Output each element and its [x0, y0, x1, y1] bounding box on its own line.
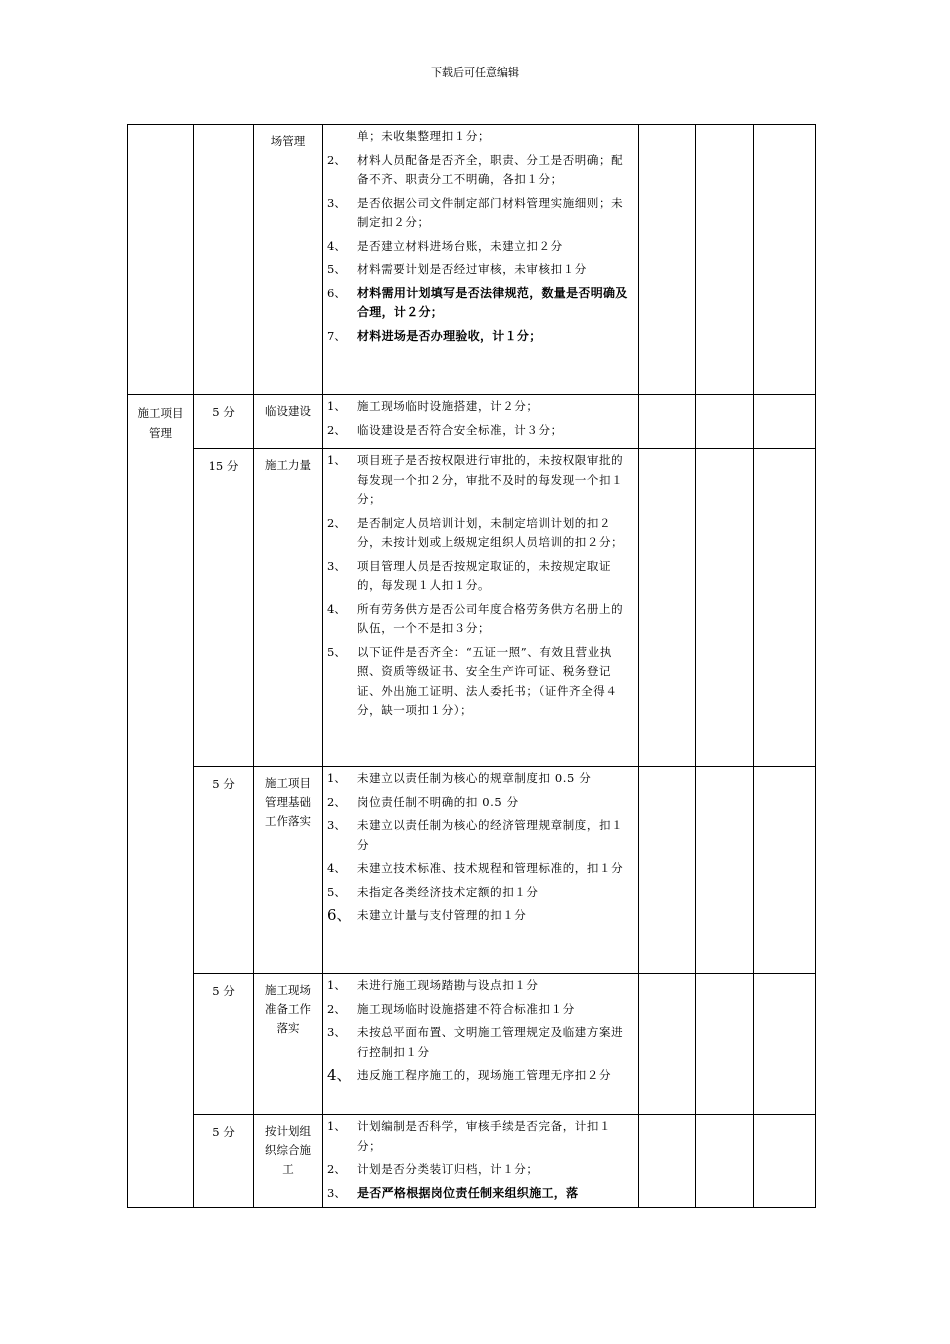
table-row: [128, 125, 816, 395]
evaluation-table: [127, 124, 816, 1208]
criteria-cell: [323, 395, 639, 449]
item-cell: 临设建设: [254, 395, 323, 449]
blank-cell: [639, 449, 696, 767]
score-cell: 5 分: [194, 1115, 254, 1208]
criterion-text: 是否建立材料进场台账，未建立扣２分: [357, 238, 563, 253]
criterion-number: 1、: [327, 453, 346, 467]
criterion-number: 6、: [327, 906, 352, 924]
criterion-text: 计划编制是否科学，审核手续是否完备，计扣１分；: [357, 1119, 612, 1153]
criterion-text: 是否严格根据岗位责任制来组织施工，落: [357, 1185, 579, 1200]
criterion-number: 2、: [327, 1162, 346, 1176]
score-cell: 15 分: [194, 449, 254, 767]
table-row: [128, 395, 816, 449]
score-cell: 5 分: [194, 974, 254, 1115]
blank-cell: [754, 395, 816, 449]
criterion-text: 施工现场临时设施搭建不符合标准扣１分: [357, 1001, 575, 1016]
criterion-number: 2、: [327, 422, 346, 437]
page-header: 下载后可任意编辑: [431, 66, 519, 79]
criterion-number: 1、: [327, 1119, 346, 1133]
item-cell: 施工力量: [254, 449, 323, 767]
criterion-number: 4、: [327, 861, 346, 875]
criteria-cell: [323, 974, 639, 1115]
criteria-continuation: 单；未收集整理扣１分；: [357, 129, 491, 143]
blank-cell: [639, 125, 696, 395]
criterion-text: 临设建设是否符合安全标准，计３分；: [357, 422, 563, 437]
blank-cell: [696, 395, 754, 449]
table-row: [128, 449, 816, 767]
criterion-number: 1、: [327, 978, 346, 992]
blank-cell: [696, 1115, 754, 1208]
blank-cell: [639, 1115, 696, 1208]
blank-cell: [696, 449, 754, 767]
table-row: [128, 974, 816, 1115]
category-cell: [128, 125, 194, 395]
item-cell: 场管理: [254, 125, 323, 395]
criteria-cell: [323, 767, 639, 974]
criterion-text: 未建立计量与支付管理的扣１分: [357, 908, 527, 922]
criterion-text: 项目管理人员是否按规定取证的，未按规定取证的，每发现１人扣１分。: [357, 558, 612, 592]
criterion-number: 1、: [327, 399, 346, 413]
criterion-text: 未按总平面布置、文明施工管理规定及临建方案进行控制扣１分: [357, 1025, 624, 1059]
criterion-text: 材料进场是否办理验收，计１分；: [357, 328, 542, 343]
criterion-text: 计划是否分类装订归档，计１分；: [357, 1162, 539, 1176]
criterion-number: 3、: [327, 1025, 346, 1039]
criterion-number: 2、: [327, 152, 346, 167]
criterion-text: 未建立技术标准、技术规程和管理标准的，扣１分: [357, 861, 624, 875]
table-row: [128, 1115, 816, 1208]
criteria-cell: [323, 1115, 639, 1208]
criterion-text: 是否依据公司文件制定部门材料管理实施细则；未制定扣２分；: [357, 195, 624, 229]
blank-cell: [639, 767, 696, 974]
criterion-text: 项目班子是否按权限进行审批的，未按权限审批的每发现一个扣２分，审批不及时的每发现一个扣１分；: [357, 453, 624, 506]
blank-cell: [639, 974, 696, 1115]
table-row: [128, 767, 816, 974]
criterion-text: 材料需用计划填写是否法律规范，数量是否明确及合理，计２分；: [357, 285, 628, 319]
blank-cell: [754, 767, 816, 974]
criterion-text: 是否制定人员培训计划，未制定培训计划的扣２分，未按计划或上级规定组织人员培训的扣２分；: [357, 515, 624, 549]
criterion-number: 4、: [327, 238, 346, 253]
item-cell: 按计划组织综合施工: [254, 1115, 323, 1208]
criterion-text: 材料人员配备是否齐全，职责、分工是否明确；配备不齐、职责分工不明确，各扣１分；: [357, 152, 624, 186]
blank-cell: [754, 974, 816, 1115]
criterion-number: 2、: [327, 515, 346, 530]
blank-cell: [639, 395, 696, 449]
criterion-number: 3、: [327, 1185, 346, 1200]
criterion-number: 3、: [327, 195, 346, 210]
criterion-text: 以下证件是否齐全：“五证一照”、有效且营业执照、资质等级证书、安全生产许可证、税务登记证、外出施工证明、法人委托书；（证件齐全得４分，缺一项扣１分）；: [357, 644, 618, 717]
category-cell: 施工项目管理: [128, 395, 194, 1208]
criterion-number: 6、: [327, 285, 346, 300]
blank-cell: [754, 449, 816, 767]
criterion-text: 施工现场临时设施搭建，计２分；: [357, 399, 539, 413]
criterion-number: 4、: [327, 1066, 352, 1084]
criterion-number: 7、: [327, 328, 346, 343]
criterion-number: 5、: [327, 644, 346, 659]
criterion-number: 4、: [327, 601, 346, 616]
criterion-number: 3、: [327, 818, 346, 832]
criterion-number: 5、: [327, 262, 346, 276]
criterion-number: 1、: [327, 771, 346, 785]
blank-cell: [696, 125, 754, 395]
blank-cell: [696, 974, 754, 1115]
criterion-text: 未指定各类经济技术定额的扣１分: [357, 884, 539, 899]
criterion-text: 材料需要计划是否经过审核，未审核扣１分: [357, 262, 587, 276]
criterion-text: 违反施工程序施工的，现场施工管理无序扣２分: [357, 1068, 612, 1082]
blank-cell: [754, 1115, 816, 1208]
criterion-text: 未进行施工现场踏勘与设点扣１分: [357, 978, 539, 992]
item-cell: 施工现场准备工作落实: [254, 974, 323, 1115]
criterion-text: 岗位责任制不明确的扣 0.5 分: [357, 794, 519, 809]
item-cell: 施工项目管理基础工作落实: [254, 767, 323, 974]
blank-cell: [696, 767, 754, 974]
criterion-text: 未建立以责任制为核心的规章制度扣 0.5 分: [357, 771, 592, 785]
score-cell: [194, 125, 254, 395]
criterion-number: 3、: [327, 558, 346, 573]
criterion-number: 5、: [327, 884, 346, 899]
criterion-number: 2、: [327, 1001, 346, 1016]
criterion-text: 未建立以责任制为核心的经济管理规章制度，扣１分: [357, 818, 624, 852]
score-cell: 5 分: [194, 395, 254, 449]
criteria-cell: [323, 125, 639, 395]
blank-cell: [754, 125, 816, 395]
criteria-cell: [323, 449, 639, 767]
criterion-text: 所有劳务供方是否公司年度合格劳务供方名册上的队伍，一个不是扣３分；: [357, 601, 624, 635]
score-cell: 5 分: [194, 767, 254, 974]
criterion-number: 2、: [327, 794, 346, 809]
